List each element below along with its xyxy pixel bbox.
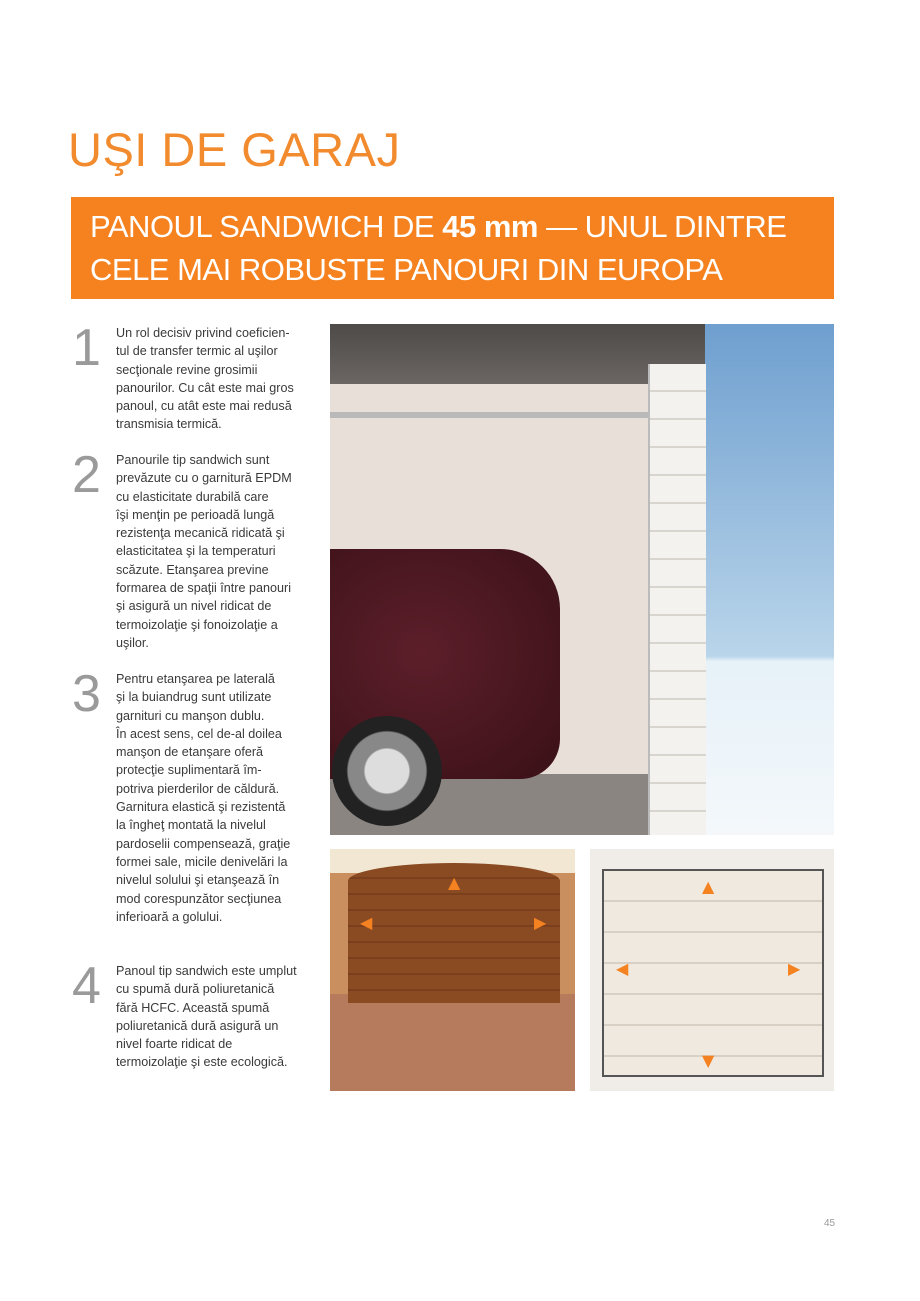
text-line: prevăzute cu o garnitură EPDM: [116, 471, 292, 486]
text-line: scăzute. Etanşarea previne: [116, 562, 269, 577]
arrow-right-icon: ▶: [788, 959, 801, 978]
sectional-door: [648, 364, 706, 835]
headline-banner: [71, 197, 834, 299]
paragraph-number: 1: [72, 319, 101, 377]
arrow-left-icon: ◀: [616, 959, 629, 978]
paragraph-text: [116, 324, 294, 434]
text-line: şi asigură un nivel ridicat de: [116, 599, 272, 614]
text-line: uşilor.: [116, 635, 149, 650]
text-line: poliuretanică dură asigură un: [116, 1018, 279, 1033]
text-line: Un rol decisiv privind coeficien-: [116, 326, 290, 340]
car-wheel: [332, 716, 442, 826]
arrow-up-icon: ▲: [448, 873, 461, 892]
paragraph-text: [116, 451, 292, 652]
text-line: cu elasticitate durabilă care: [116, 489, 269, 504]
arrow-right-icon: ▶: [534, 913, 547, 932]
text-line: nivel foarte ridicat de: [116, 1037, 233, 1052]
snowy-sky: [705, 324, 834, 835]
text-line: la îngheţ montată la nivelul: [116, 818, 266, 833]
paragraph-number: 3: [72, 665, 101, 723]
brown-garage-door-photo: [330, 849, 575, 1091]
text-line: nivelul solului şi etanşează în: [116, 873, 280, 888]
arrow-down-icon: ▼: [702, 1051, 715, 1070]
text-line: şi la buiandrug sunt utilizate: [116, 690, 272, 705]
banner-text: — UNUL DINTRE: [537, 209, 787, 244]
text-line: Pentru etanşarea pe laterală: [116, 672, 275, 686]
paragraph-number: 2: [72, 446, 101, 504]
text-line: îşi menţin pe perioadă lungă: [116, 507, 275, 522]
text-line: Panourile tip sandwich sunt: [116, 453, 270, 467]
arrow-up-icon: ▲: [702, 877, 715, 896]
text-line: panourilor. Cu cât este mai gros: [116, 380, 294, 395]
paragraph-number: 4: [72, 957, 101, 1015]
text-line: garnituri cu manşon dublu.: [116, 708, 265, 723]
text-line: secţionale revine grosimii: [116, 362, 258, 377]
text-line: panoul, cu atât este mai redusă: [116, 399, 292, 414]
text-line: potriva pierderilor de căldură.: [116, 781, 280, 796]
text-line: protecţie suplimentară îm-: [116, 763, 262, 778]
text-line: cu spumă dură poliuretanică: [116, 982, 275, 997]
banner-bold: 45 mm: [442, 209, 538, 244]
white-garage-door-photo: [590, 849, 834, 1091]
garage-car-photo: [330, 324, 834, 835]
text-line: Garnitura elastică şi rezistentă: [116, 800, 286, 815]
page-title: UŞI DE GARAJ: [68, 123, 401, 176]
text-line: elasticitatea şi la temperaturi: [116, 544, 276, 559]
text-line: termoizolaţie şi este ecologică.: [116, 1055, 288, 1070]
text-line: pardoselii compensează, graţie: [116, 836, 291, 851]
paragraph-text: [116, 962, 297, 1072]
text-line: fără HCFC. Această spumă: [116, 1000, 270, 1015]
text-line: mod corespunzător secţiunea: [116, 891, 282, 906]
text-line: rezistenţa mecanică ridicată şi: [116, 526, 285, 541]
door-rail: [330, 412, 650, 418]
page-number: 45: [824, 1218, 836, 1229]
text-line: În acest sens, cel de-al doilea: [116, 726, 282, 741]
banner-text: CELE MAI ROBUSTE PANOURI DIN EUROPA: [90, 252, 723, 287]
text-line: tul de transfer termic al uşilor: [116, 344, 278, 359]
banner-line-1: [90, 205, 834, 248]
text-line: inferioară a golului.: [116, 909, 223, 924]
text-line: termoizolaţie şi fonoizolaţie a: [116, 617, 278, 632]
text-line: transmisia termică.: [116, 417, 222, 432]
text-line: manşon de etanşare oferă: [116, 745, 264, 760]
text-line: formei sale, micile denivelări la: [116, 854, 288, 869]
banner-text: PANOUL SANDWICH DE: [90, 209, 443, 244]
paragraph-text: [116, 670, 290, 926]
arrow-left-icon: ◀: [360, 913, 373, 932]
text-line: Panoul tip sandwich este umplut: [116, 964, 297, 978]
text-line: formarea de spaţii între panouri: [116, 581, 292, 596]
